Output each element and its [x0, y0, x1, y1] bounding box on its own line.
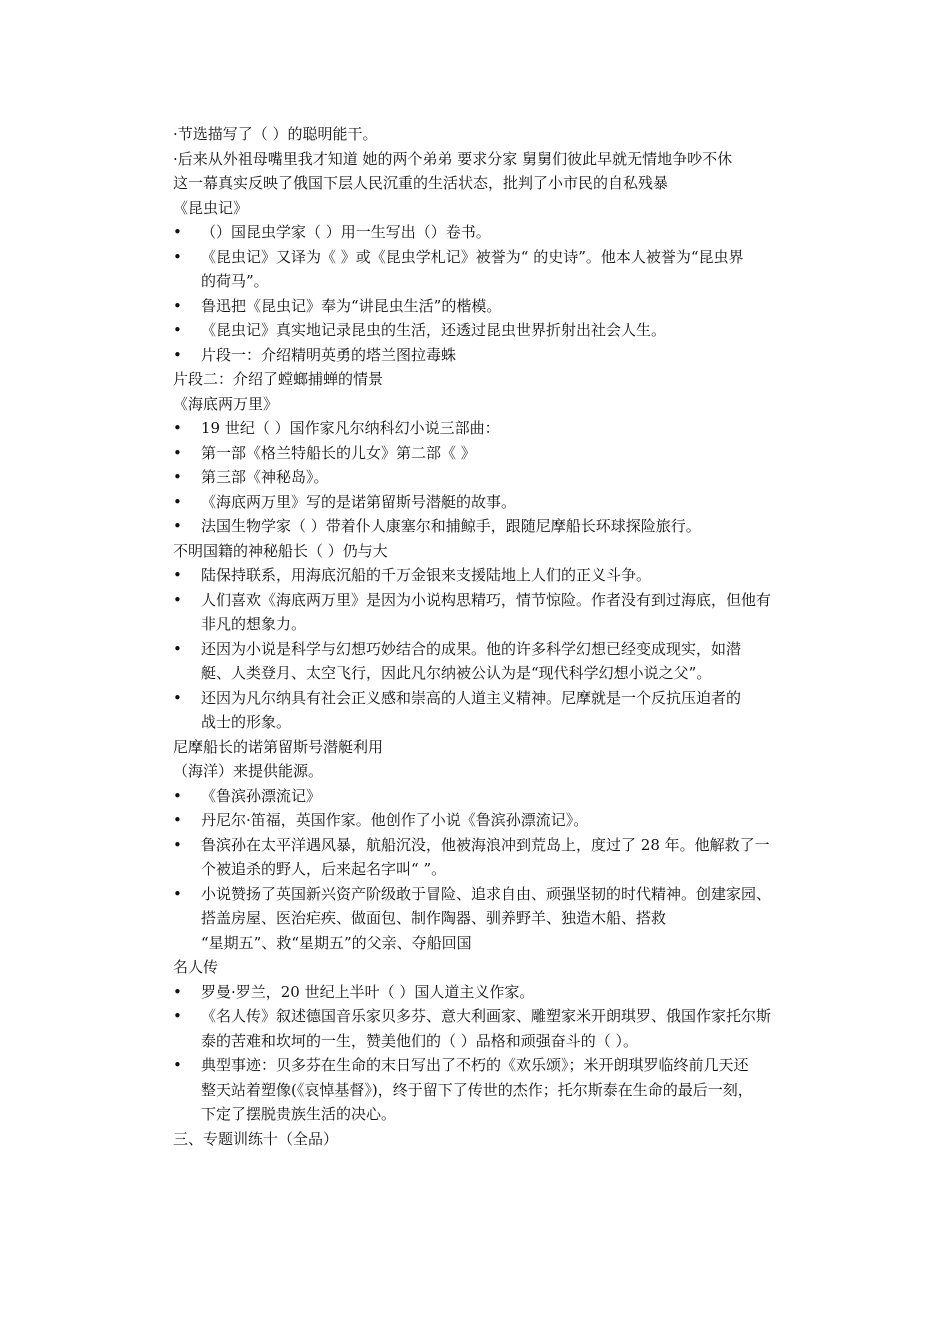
bullet-marker: • — [173, 1007, 182, 1025]
text-line: 《海底两万里》 — [173, 394, 279, 413]
bullet-marker: • — [173, 419, 182, 437]
list-item — [173, 514, 833, 539]
list-item-text: 陆保持联系，用海底沉船的千万金银来支援陆地上人们的正义斗争。 — [201, 566, 652, 584]
bullet-marker: • — [173, 688, 182, 707]
list-item — [173, 588, 833, 637]
list-item — [173, 686, 833, 735]
list-item — [173, 637, 833, 686]
bullet-marker: • — [173, 223, 182, 241]
document-body — [173, 122, 833, 1151]
list-item — [173, 441, 833, 466]
list-item — [173, 318, 833, 343]
list-item — [173, 784, 833, 809]
bullet-marker: • — [173, 982, 182, 1001]
bullet-marker: • — [173, 811, 182, 829]
bullet-marker: • — [173, 345, 182, 364]
list-item-text: 鲁滨孙在太平洋遇风暴，航船沉没，他被海浪冲到荒岛上，度过了 28 年。他解救了一 个被追杀的野人，后来起名字叫“ ”。 — [201, 835, 770, 878]
list-item-text: 人们喜欢《海底两万里》是因为小说构思精巧，情节惊险。作者没有到过海底，但他有 非凡的想象力。 — [201, 590, 772, 633]
bullet-marker: • — [173, 835, 182, 854]
list-item-text: 《昆虫记》真实地记录昆虫的生活，还透过昆虫世界折射出社会人生。 — [201, 321, 667, 339]
list-item-text: 还因为凡尔纳具有社会正义感和崇高的人道主义精神。尼摩就是一个反抗压迫者的 战士的形象。 — [201, 688, 742, 731]
list-item — [173, 343, 833, 368]
bullet-marker: • — [173, 443, 182, 462]
list-item — [173, 563, 833, 588]
bullet-marker: • — [173, 566, 182, 584]
list-item — [173, 490, 833, 515]
bullet-marker: • — [173, 492, 182, 511]
text-line: 名人传 — [173, 958, 219, 976]
bullet-marker: • — [173, 590, 182, 609]
list-item-text: 鲁迅把《昆虫记》奉为“讲昆虫生活”的楷模。 — [201, 296, 502, 315]
text-line: 不明国籍的神秘船长（ ）仍与大 — [173, 541, 388, 560]
text-line: ·后来从外祖母嘴里我才知道 她的两个弟弟 要求分家 舅舅们彼此早就无情地争吵不休 — [173, 149, 733, 168]
list-item — [173, 1053, 833, 1127]
list-item — [173, 833, 833, 882]
text-line: 尼摩船长的诺第留斯号潜艇利用 — [173, 737, 384, 756]
bullet-marker: • — [173, 468, 182, 486]
list-item — [173, 1004, 833, 1053]
list-item — [173, 882, 833, 956]
list-item-text: 小说赞扬了英国新兴资产阶级敢于冒险、追求自由、顽强坚韧的时代精神。创建家园、 搭盖房屋、医治疟疾、做面包、制作陶器、驯养野羊、独造木船、搭救 “星期五”、救“星期五”的父亲、夺船回国 — [201, 884, 772, 952]
text-line: 片段二：介绍了螳螂捕蝉的情景 — [173, 370, 384, 388]
text-line: 这一幕真实反映了俄国下层人民沉重的生活状态，批判了小市民的自私残暴 — [173, 174, 669, 192]
list-item-text: 《名人传》叙述德国音乐家贝多芬、意大利画家、雕塑家米开朗琪罗、俄国作家托尔斯 泰的苦难和坎坷的一生，赞美他们的（ ）品格和顽强奋斗的（ ）。 — [201, 1007, 772, 1050]
list-item — [173, 220, 833, 245]
bullet-marker: • — [173, 884, 182, 903]
bullet-marker: • — [173, 786, 182, 805]
bullet-marker: • — [173, 247, 182, 266]
list-item-text: 第三部《神秘岛》。 — [201, 468, 329, 486]
list-item-text: 《鲁滨孙漂流记》 — [201, 786, 322, 805]
bullet-marker: • — [173, 517, 182, 535]
list-item-text: 《昆虫记》又译为《 》或《昆虫学札记》被誉为“ 的史诗”。他本人被誉为“昆虫界 的荷马”。 — [201, 247, 744, 290]
list-item-text: 还因为小说是科学与幻想巧妙结合的成果。他的许多科学幻想已经变成现实，如潜 艇、人类登月、太空飞行，因此凡尔纳被公认为是“现代科学幻想小说之父”。 — [201, 639, 742, 682]
list-item — [173, 294, 833, 319]
bullet-marker: • — [173, 1056, 182, 1074]
text-line: ·节选描写了（ ）的聪明能干。 — [173, 125, 378, 143]
list-item — [173, 245, 833, 294]
list-item-text: 片段一：介绍精明英勇的塔兰图拉毒蛛 — [201, 345, 457, 364]
list-item-text: 丹尼尔·笛福，英国作家。他创作了小说《鲁滨孙漂流记》。 — [201, 811, 589, 829]
bullet-marker: • — [173, 321, 182, 339]
list-item — [173, 980, 833, 1005]
list-item — [173, 808, 833, 833]
list-item — [173, 416, 833, 441]
bullet-marker: • — [173, 639, 182, 658]
text-line: 三、专题训练十（全品） — [173, 1129, 339, 1148]
bullet-marker: • — [173, 296, 182, 315]
text-line: 《昆虫记》 — [173, 198, 249, 217]
list-item-text: 典型事迹：贝多芬在生命的末日写出了不朽的《欢乐颂》；米开朗琪罗临终前几天还 整天站着塑像(《哀悼基督》)，终于留下了传世的杰作；托尔斯泰在生命的最后一刻， 下定了摆脱贵族生活的决心。 — [201, 1056, 753, 1123]
list-item-text: 《海底两万里》写的是诺第留斯号潜艇的故事。 — [201, 492, 517, 511]
list-item-text: 19 世纪（ ）国作家凡尔纳科幻小说三部曲： — [201, 419, 500, 437]
list-item — [173, 465, 833, 490]
text-line: （海洋）来提供能源。 — [173, 762, 324, 780]
list-item-text: 第一部《格兰特船长的儿女》第二部《 》 — [201, 443, 476, 462]
list-item-text: 法国生物学家（ ）带着仆人康塞尔和捕鲸手，跟随尼摩船长环球探险旅行。 — [201, 517, 701, 535]
list-item-text: （）国昆虫学家（ ）用一生写出（）卷书。 — [201, 223, 491, 241]
list-item-text: 罗曼·罗兰，20 世纪上半叶（ ）国人道主义作家。 — [201, 982, 535, 1001]
